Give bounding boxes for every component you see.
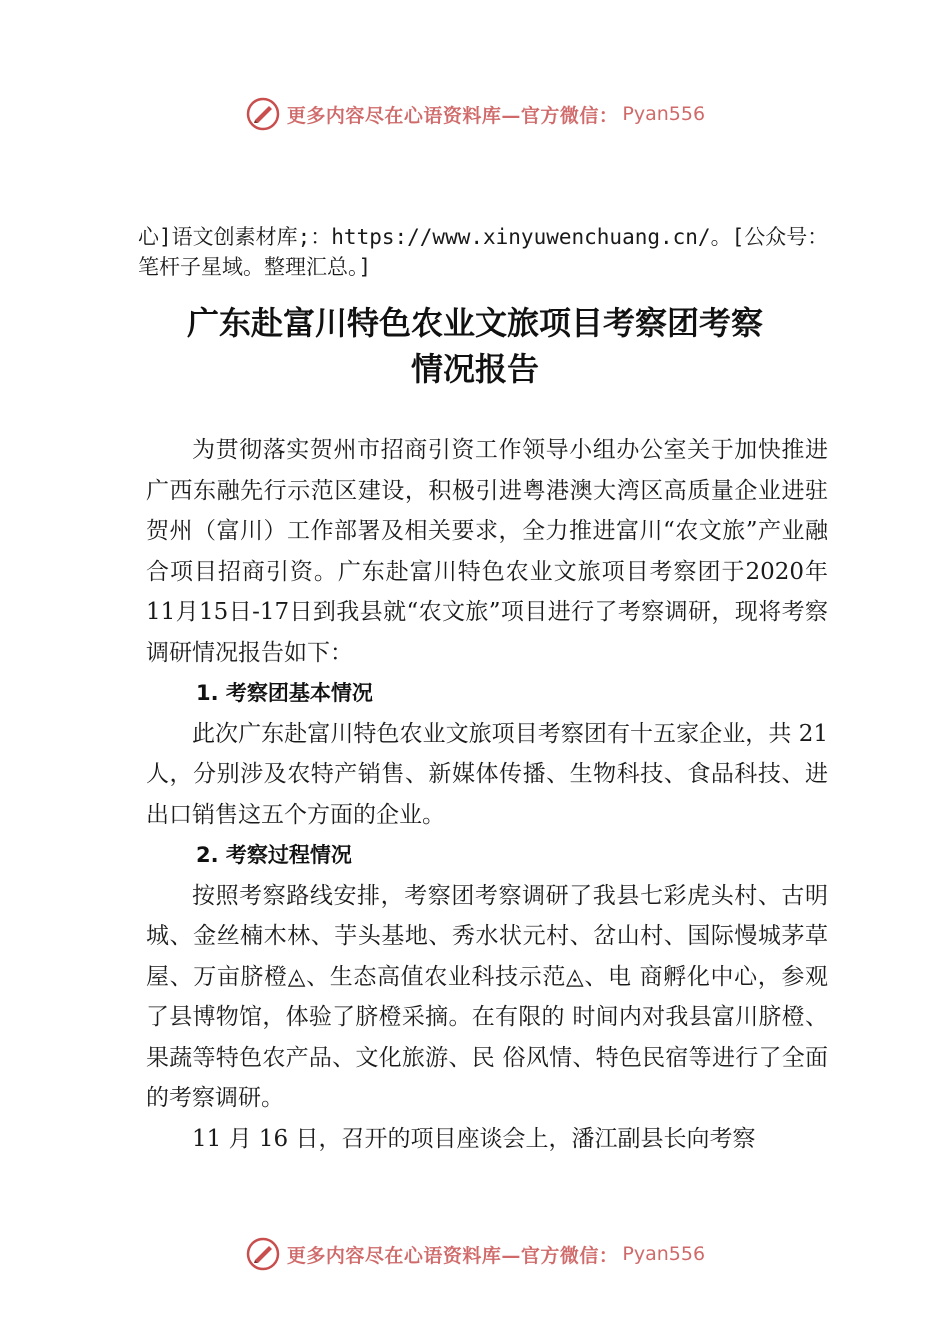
logo-icon [245, 96, 281, 132]
document-title [120, 300, 830, 392]
logo-icon [245, 1236, 281, 1272]
banner-wechat-id: Pyan556 [622, 103, 706, 125]
banner-text: 更多内容尽在心语资料库—官方微信： [286, 104, 619, 127]
document-body [146, 430, 828, 1159]
intro-paragraph: 为贯彻落实贺州市招商引资工作领导小组办公室关于加快推进广西东融先行示范区建设，积极引进粤港澳大湾区高质量企业进驻贺州（富川）工作部署及相关要求，全力推进富川“农文旅”产业融合项目招商引资。广东赴富川特色农业文旅项目考察团于2020年11月15日-17日到我县就“农文旅”项目进行了考察调研，现将考察调研情况报告如下： [146, 437, 828, 666]
header-note: 心]语文创素材库;：https://www.xinyuwenchuang.cn/。[公众号：笔杆子星域。整理汇总。] [138, 225, 829, 279]
section-2-paragraph: 按照考察路线安排，考察团考察调研了我县七彩虎头村、古明城、金丝楠木林、芋头基地、秀水状元村、岔山村、国际慢城茅草屋、万亩脐橙◬、生态高值农业科技示范◬、电 商孵化中心，参观了县博物馆，体验了脐橙采摘。在有限的 时间内对我县富川脐橙、果蔬等特色农产品、文化旅游、民 俗风情、特色民宿等进行了全面的考察调研。 [146, 882, 828, 1111]
banner-wechat-id: Pyan556 [622, 1243, 706, 1265]
section-1-paragraph: 此次广东赴富川特色农业文旅项目考察团有十五家企业，共 21 人，分别涉及农特产销售、新媒体传播、生物科技、食品科技、进出口销售这五个方面的企业。 [146, 720, 828, 828]
banner-text: 更多内容尽在心语资料库—官方微信： [286, 1244, 619, 1267]
section-2-paragraph-2: 11 月 16 日，召开的项目座谈会上，潘江副县长向考察 [192, 1125, 756, 1152]
footer-banner [0, 1232, 950, 1276]
title-line-1: 广东赴富川特色农业文旅项目考察团考察 [186, 304, 763, 342]
header-banner [0, 92, 950, 136]
section-heading-2: 2. 考察过程情况 [196, 843, 352, 867]
title-line-2: 情况报告 [410, 350, 539, 388]
section-heading-1: 1. 考察团基本情况 [196, 681, 373, 705]
